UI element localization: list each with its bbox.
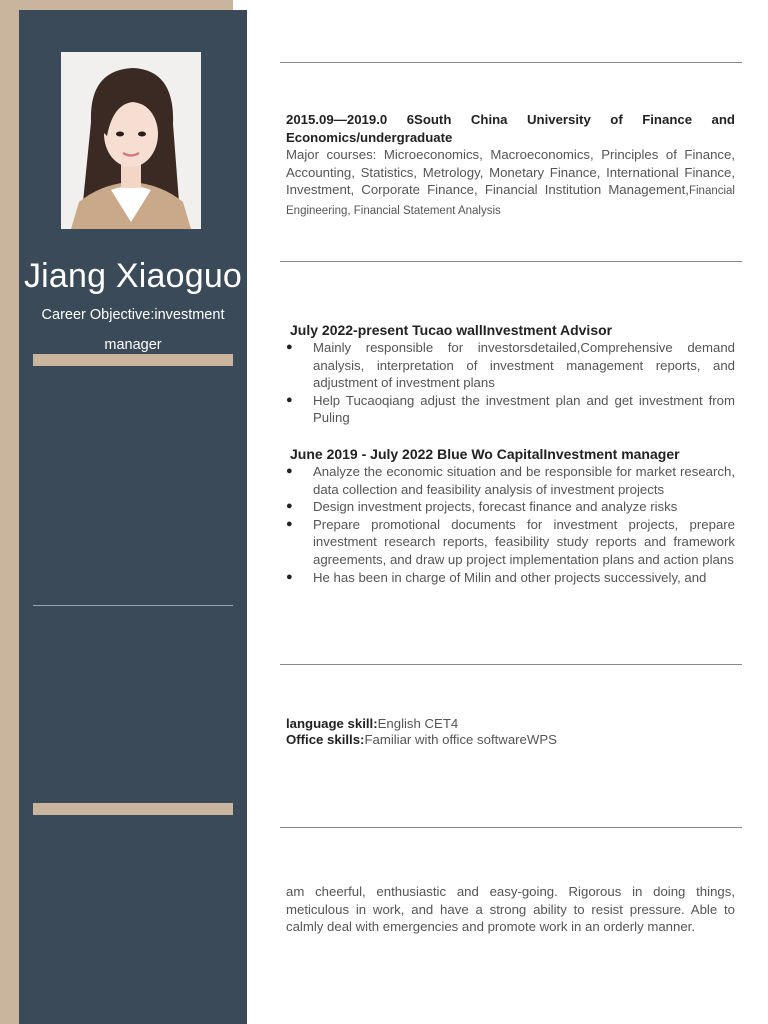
job-title-1: July 2022-present Tucao wallInvestment Advisor	[290, 322, 613, 338]
sidebar-divider-bar-lower	[33, 803, 233, 815]
education-courses-small: Financial Engineering, Financial Statement Analysis	[286, 185, 735, 217]
candidate-name: Jiang Xiaoguo	[23, 257, 243, 295]
office-skill-label: Office skills:	[286, 732, 365, 747]
language-skill-label: language skill:	[286, 716, 378, 731]
profile-photo-illustration	[61, 52, 201, 229]
profile-photo	[61, 52, 201, 229]
education-period-school: 2015.09—2019.0 6South China University of Finance and Economics/undergraduate	[286, 112, 735, 145]
education-block	[286, 111, 735, 220]
language-skill-value: English CET4	[377, 716, 459, 731]
office-skill-value: Familiar with office softwareWPS	[364, 732, 557, 747]
education-courses-main: Major courses: Microeconomics, Macroeconomics, Principles of Finance, Accounting, Statistics, Metrology, Monetary Finance, International Finance, Investment, Corporate Finance, Financial Institution Management,	[286, 147, 735, 197]
sidebar-thin-divider	[33, 605, 233, 606]
duty-item: ● Mainly responsible for investorsdetailed,Comprehensive demand analysis, interpretation of investment management reports, and adjustment of investment plans	[286, 339, 735, 392]
duty-item: ● Prepare promotional documents for investment projects, prepare investment research reports, feasibility study reports and framework agreements, and draw up project implementation plans and action plans	[286, 516, 735, 569]
section-divider-evaluation	[280, 827, 742, 828]
office-skill-row	[286, 732, 735, 748]
duty-item: ● He has been in charge of Milin and other projects successively, and	[286, 569, 735, 587]
accent-strip	[0, 0, 19, 1024]
duty-item: ● Help Tucaoqiang adjust the investment plan and get investment from Puling	[286, 392, 735, 427]
section-divider-education	[280, 62, 742, 63]
sidebar-divider-bar	[33, 354, 233, 366]
skills-block	[286, 716, 735, 748]
job-duties-2	[286, 463, 735, 621]
duty-item: ● Analyze the economic situation and be responsible for market research, data collection and feasibility analysis of investment projects	[286, 463, 735, 498]
job-title-2: June 2019 - July 2022 Blue Wo CapitalInvestment manager	[290, 446, 680, 462]
section-divider-experience	[280, 261, 742, 262]
accent-top-strip	[19, 0, 233, 10]
duty-item: ● Design investment projects, forecast finance and analyze risks	[286, 498, 735, 516]
language-skill-row	[286, 716, 735, 732]
section-divider-skills	[280, 664, 742, 665]
self-evaluation: am cheerful, enthusiastic and easy-going. Rigorous in doing things, meticulous in work, and have a strong ability to resist pressure. Able to calmly deal with emergencies and promote work in an orderly manner.	[286, 884, 735, 934]
job-duties-1	[286, 339, 735, 427]
education-courses	[286, 146, 735, 220]
career-objective: Career Objective:investment manager	[41, 307, 225, 353]
